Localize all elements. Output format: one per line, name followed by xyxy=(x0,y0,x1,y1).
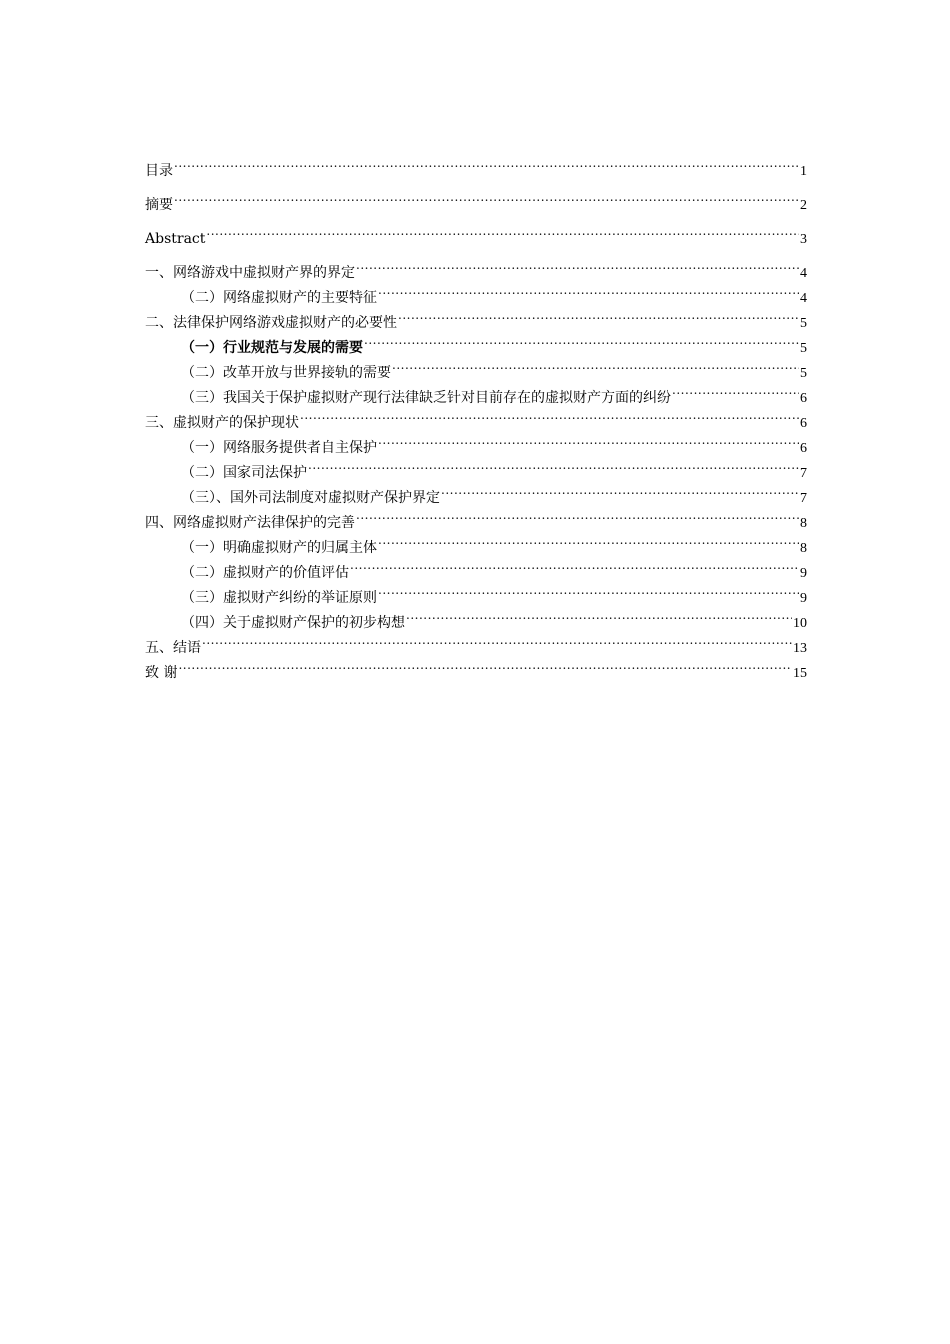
toc-dot-leader xyxy=(300,402,799,427)
toc-entry-page-number: 5 xyxy=(800,366,807,381)
toc-entry-page-number: 4 xyxy=(800,291,807,306)
toc-dot-leader xyxy=(202,627,792,652)
toc-entry-page-number: 1 xyxy=(800,164,807,179)
toc-dot-leader xyxy=(356,502,799,527)
toc-entry-page-number: 4 xyxy=(800,266,807,281)
toc-dot-leader xyxy=(356,252,799,277)
toc-entry-title: 目录 xyxy=(145,163,173,179)
toc-entry-title: 二、法律保护网络游戏虚拟财产的必要性 xyxy=(145,315,397,331)
toc-dot-leader xyxy=(206,218,799,243)
toc-entry[interactable] xyxy=(145,184,807,218)
toc-entry-title: Abstract xyxy=(145,231,206,247)
toc-entry-page-number: 6 xyxy=(800,391,807,406)
toc-entry-page-number: 8 xyxy=(800,516,807,531)
toc-entry[interactable] xyxy=(145,252,807,281)
toc-dot-leader xyxy=(378,427,799,452)
toc-dot-leader xyxy=(178,652,792,677)
toc-entry[interactable] xyxy=(145,218,807,252)
toc-entry-page-number: 13 xyxy=(793,641,807,656)
toc-dot-leader xyxy=(378,277,799,302)
toc-entry-page-number: 6 xyxy=(800,416,807,431)
toc-dot-leader xyxy=(350,552,799,577)
toc-entry-title: （三）虚拟财产纠纷的举证原则 xyxy=(181,590,377,606)
toc-entry-title: （四）关于虚拟财产保护的初步构想 xyxy=(181,615,405,631)
toc-entry-page-number: 9 xyxy=(800,591,807,606)
toc-entry-title: （二）国家司法保护 xyxy=(181,465,307,481)
toc-entry-title: （一）网络服务提供者自主保护 xyxy=(181,440,377,456)
toc-dot-leader xyxy=(364,327,799,352)
toc-entry-page-number: 8 xyxy=(800,541,807,556)
toc-entry-title: （二）虚拟财产的价值评估 xyxy=(181,565,349,581)
toc-dot-leader xyxy=(398,302,799,327)
toc-entry[interactable] xyxy=(145,150,807,184)
toc-entry[interactable] xyxy=(145,652,807,681)
toc-dot-leader xyxy=(174,184,799,209)
toc-entry-title: （二）改革开放与世界接轨的需要 xyxy=(181,365,391,381)
toc-entry-page-number: 7 xyxy=(800,466,807,481)
toc-dot-leader xyxy=(392,352,799,377)
toc-entry-title: （一）明确虚拟财产的归属主体 xyxy=(181,540,377,556)
toc-entry-title: 致 谢 xyxy=(145,665,178,681)
toc-entry-title: （三）我国关于保护虚拟财产现行法律缺乏针对目前存在的虚拟财产方面的纠纷 xyxy=(181,390,671,406)
toc-dot-leader xyxy=(308,452,799,477)
toc-entry-title: 摘要 xyxy=(145,197,173,213)
toc-entry-title: （二）网络虚拟财产的主要特征 xyxy=(181,290,377,306)
toc-entry-title: 三、虚拟财产的保护现状 xyxy=(145,415,299,431)
toc-entry-page-number: 9 xyxy=(800,566,807,581)
toc-entry[interactable] xyxy=(145,627,807,656)
toc-entry-page-number: 7 xyxy=(800,491,807,506)
toc-entry-title: 四、网络虚拟财产法律保护的完善 xyxy=(145,515,355,531)
toc-entry-page-number: 10 xyxy=(793,616,807,631)
toc-entry-title: 五、结语 xyxy=(145,640,201,656)
toc-entry-page-number: 6 xyxy=(800,441,807,456)
toc-entry-title: 一、网络游戏中虚拟财产界的界定 xyxy=(145,265,355,281)
toc-dot-leader xyxy=(174,150,799,175)
toc-entry-page-number: 5 xyxy=(800,341,807,356)
toc-dot-leader xyxy=(441,477,799,502)
table-of-contents xyxy=(145,150,807,681)
toc-dot-leader xyxy=(672,377,799,402)
toc-entry-page-number: 3 xyxy=(800,232,807,247)
toc-entry-page-number: 5 xyxy=(800,316,807,331)
toc-dot-leader xyxy=(378,577,799,602)
toc-dot-leader xyxy=(378,527,799,552)
toc-entry-title: （三）、国外司法制度对虚拟财产保护界定 xyxy=(181,490,440,506)
toc-entry-page-number: 2 xyxy=(800,198,807,213)
toc-entry-title: （一）行业规范与发展的需要 xyxy=(181,340,363,356)
toc-entry-page-number: 15 xyxy=(793,666,807,681)
toc-dot-leader xyxy=(406,602,792,627)
